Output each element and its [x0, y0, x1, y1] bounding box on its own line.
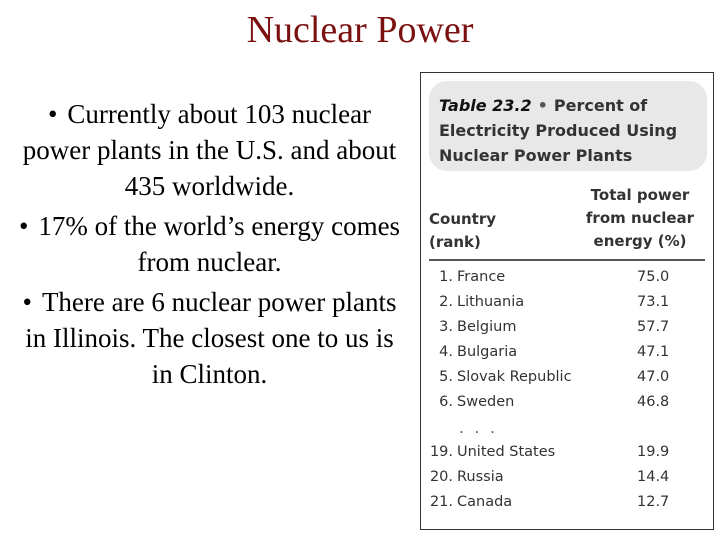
column-header-country	[429, 208, 496, 254]
rank-cell: 5.	[439, 369, 453, 385]
country-cell: United States	[457, 444, 556, 460]
column-header-energy	[575, 184, 705, 253]
table-row	[429, 319, 705, 344]
country-cell: Sweden	[457, 394, 515, 410]
bullet-dot: •	[22, 287, 32, 317]
country-cell: Bulgaria	[457, 344, 518, 360]
bullet-item	[12, 96, 407, 204]
country-cell: Slovak Republic	[457, 369, 572, 385]
table-caption	[439, 93, 699, 168]
rank-cell: 2.	[439, 294, 453, 310]
rank-cell: 4.	[439, 344, 453, 360]
rank-cell: 3.	[439, 319, 453, 335]
table-body	[429, 269, 705, 519]
country-cell: Canada	[457, 494, 513, 510]
value-cell: 46.8	[637, 394, 670, 410]
value-cell: 47.1	[637, 344, 670, 360]
table-row	[429, 469, 705, 494]
table-row	[429, 344, 705, 369]
rank-cell: 19.	[429, 444, 453, 460]
caption-line: Percent of	[553, 96, 648, 115]
column-header-line: (rank)	[429, 233, 481, 251]
bullet-text: Currently about 103 nuclear power plants in the U.S. and about 435 worldwide.	[22, 99, 397, 201]
caption-line: Electricity Produced Using	[439, 121, 678, 140]
rank-cell: 1.	[439, 269, 453, 285]
table-rule	[429, 259, 705, 261]
bullet-item	[12, 284, 407, 392]
value-cell: 12.7	[637, 494, 670, 510]
caption-line: Nuclear Power Plants	[439, 146, 633, 165]
rank-cell: 6.	[439, 394, 453, 410]
table-row	[429, 294, 705, 319]
value-cell: 73.1	[637, 294, 670, 310]
bullet-dot: •	[18, 211, 29, 241]
bullet-text: 17% of the world’s energy comes from nuclear.	[38, 211, 401, 277]
rank-cell: 21.	[429, 494, 453, 510]
table-row	[429, 494, 705, 519]
table-row	[429, 269, 705, 294]
bullet-item	[12, 208, 407, 280]
caption-bullet: •	[537, 96, 548, 115]
column-header-line: Country	[429, 210, 497, 228]
column-header-line: from nuclear	[585, 209, 695, 227]
country-cell: Russia	[457, 469, 504, 485]
column-header-line: Total power	[590, 186, 690, 204]
bullet-dot: •	[47, 99, 58, 129]
country-cell: France	[457, 269, 506, 285]
table-label: Table 23.2	[439, 96, 532, 115]
slide-title: Nuclear Power	[246, 9, 474, 51]
table-ellipsis: . . .	[459, 419, 498, 437]
value-cell: 14.4	[637, 469, 670, 485]
country-cell: Belgium	[457, 319, 517, 335]
value-cell: 47.0	[637, 369, 670, 385]
column-header-line: energy (%)	[593, 232, 687, 250]
country-cell: Lithuania	[457, 294, 525, 310]
table-row	[429, 394, 705, 419]
table-row	[429, 444, 705, 469]
bullet-list	[12, 96, 407, 396]
rank-cell: 20.	[429, 469, 453, 485]
value-cell: 19.9	[637, 444, 670, 460]
nuclear-table-figure	[420, 72, 714, 530]
bullet-text: There are 6 nuclear power plants in Illinois. The closest one to us is in Clinton.	[25, 287, 397, 389]
table-row	[429, 369, 705, 394]
value-cell: 57.7	[637, 319, 670, 335]
value-cell: 75.0	[637, 269, 670, 285]
